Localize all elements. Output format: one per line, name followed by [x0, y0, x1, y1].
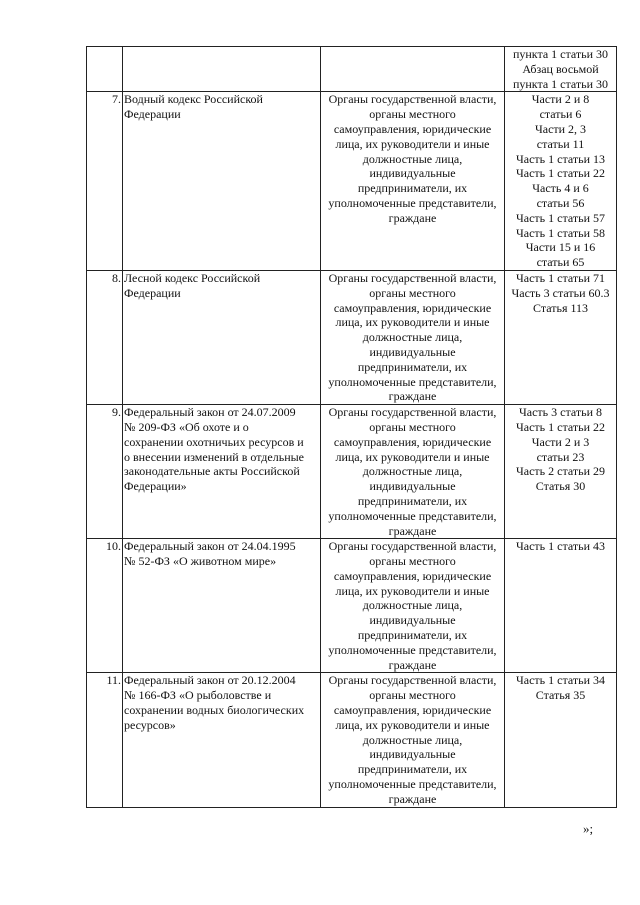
articles-line: Часть 1 статьи 13 [515, 151, 606, 166]
act-name-line: Лесной кодекс Российской [124, 270, 261, 285]
subjects-line: самоуправления, юридические [333, 703, 492, 718]
subjects-line: уполномоченные представители, [328, 195, 497, 210]
subjects-line: Органы государственной власти, [328, 405, 497, 420]
articles-line: статьи 6 [539, 107, 582, 122]
table-row [87, 405, 617, 539]
act-name-line: № 166-ФЗ «О рыболовстве и [124, 688, 272, 703]
act-name-line: Водный кодекс Российской [124, 92, 263, 107]
subjects-line: уполномоченные представители, [328, 777, 497, 792]
subjects-line: самоуправления, юридические [333, 121, 492, 136]
articles-line: Статья 113 [532, 300, 589, 315]
subjects-line: органы местного [369, 107, 456, 122]
subjects-line: Органы государственной власти, [328, 539, 497, 554]
articles-line: Часть 1 статьи 22 [515, 419, 606, 434]
articles-line: Часть 3 статьи 60.3 [511, 285, 610, 300]
articles-cell [505, 270, 617, 404]
articles-line: Части 2 и 3 [531, 434, 590, 449]
row-number: 8. [87, 270, 123, 404]
articles-line: Часть 2 статьи 29 [515, 464, 606, 479]
articles-cell [505, 539, 617, 673]
subjects-line: должностные лица, [362, 330, 463, 345]
subjects-line: индивидуальные [369, 344, 456, 359]
articles-line: Часть 3 статьи 8 [518, 405, 603, 420]
subjects-line: органы местного [369, 554, 456, 569]
subjects-line: индивидуальные [369, 479, 456, 494]
subjects-line: должностные лица, [362, 151, 463, 166]
act-name-line: № 209-ФЗ «Об охоте и о [124, 419, 249, 434]
subjects-line: предприниматели, их [357, 493, 468, 508]
subjects-cell [321, 47, 505, 92]
articles-cell [505, 92, 617, 271]
articles-line: Часть 1 статьи 58 [515, 225, 606, 240]
articles-line: статьи 23 [536, 449, 585, 464]
subjects-line: Органы государственной власти, [328, 270, 497, 285]
articles-line: Абзац восьмой [522, 61, 599, 76]
act-name-cell [123, 92, 321, 271]
table-body [87, 47, 617, 808]
subjects-line: предприниматели, их [357, 359, 468, 374]
subjects-line: граждане [388, 210, 437, 225]
subjects-line: самоуправления, юридические [333, 568, 492, 583]
articles-cell [505, 47, 617, 92]
articles-line: Части 2 и 8 [531, 92, 590, 107]
act-name-cell [123, 673, 321, 807]
articles-line: Статья 30 [535, 479, 586, 494]
row-number [87, 47, 123, 92]
act-name-cell [123, 405, 321, 539]
subjects-line: лица, их руководители и иные [335, 583, 490, 598]
articles-line: Часть 1 статьи 71 [515, 270, 606, 285]
subjects-cell [321, 270, 505, 404]
articles-line: Часть 1 статьи 43 [515, 539, 606, 554]
articles-line: Части 2, 3 [534, 121, 587, 136]
act-name-line: Федеральный закон от 20.12.2004 [124, 673, 296, 688]
subjects-line: должностные лица, [362, 598, 463, 613]
subjects-cell [321, 673, 505, 807]
subjects-line: граждане [388, 523, 437, 538]
subjects-line: граждане [388, 791, 437, 806]
subjects-line: граждане [388, 389, 437, 404]
subjects-line: самоуправления, юридические [333, 434, 492, 449]
subjects-cell [321, 405, 505, 539]
row-number: 7. [87, 92, 123, 271]
act-name-line: сохранении водных биологических [124, 703, 305, 718]
subjects-line: должностные лица, [362, 732, 463, 747]
subjects-line: органы местного [369, 285, 456, 300]
table-row [87, 47, 617, 92]
subjects-cell [321, 92, 505, 271]
table-row [87, 270, 617, 404]
subjects-line: индивидуальные [369, 166, 456, 181]
subjects-line: Органы государственной власти, [328, 673, 497, 688]
act-name-line: Федеральный закон от 24.04.1995 [124, 539, 296, 554]
act-name-line: Федерации [124, 107, 181, 122]
articles-line: Часть 1 статьи 57 [515, 210, 606, 225]
table-row [87, 92, 617, 271]
articles-cell [505, 405, 617, 539]
subjects-line: лица, их руководители и иные [335, 136, 490, 151]
act-name-cell [123, 270, 321, 404]
articles-line: Часть 1 статьи 22 [515, 166, 606, 181]
subjects-line: органы местного [369, 688, 456, 703]
row-number: 10. [87, 539, 123, 673]
legal-acts-table [86, 46, 617, 808]
articles-line: Статья 35 [535, 688, 586, 703]
articles-line: статьи 56 [536, 195, 585, 210]
subjects-line: индивидуальные [369, 747, 456, 762]
act-name-line: ресурсов» [124, 717, 176, 732]
act-name-line: Федеральный закон от 24.07.2009 [124, 405, 296, 420]
act-name-line: о внесении изменений в отдельные [124, 449, 304, 464]
act-name-cell [123, 539, 321, 673]
subjects-line: самоуправления, юридические [333, 300, 492, 315]
act-name-line: сохранении охотничьих ресурсов и [124, 434, 304, 449]
articles-line: Часть 4 и 6 [532, 181, 589, 196]
subjects-line: индивидуальные [369, 613, 456, 628]
subjects-line: уполномоченные представители, [328, 374, 497, 389]
act-name-line: № 52-ФЗ «О животном мире» [124, 554, 277, 569]
subjects-line: лица, их руководители и иные [335, 449, 490, 464]
subjects-line: органы местного [369, 419, 456, 434]
subjects-line: лица, их руководители и иные [335, 717, 490, 732]
subjects-line: лица, их руководители и иные [335, 315, 490, 330]
subjects-line: предприниматели, их [357, 181, 468, 196]
subjects-line: граждане [388, 657, 437, 672]
articles-cell [505, 673, 617, 807]
subjects-line: уполномоченные представители, [328, 642, 497, 657]
act-name-cell [123, 47, 321, 92]
articles-line: пункта 1 статьи 30 [512, 47, 609, 61]
closing-quote: »; [583, 821, 594, 836]
articles-line: Части 15 и 16 [525, 240, 596, 255]
table-row [87, 539, 617, 673]
subjects-cell [321, 539, 505, 673]
articles-line: статьи 11 [536, 136, 585, 151]
act-name-line: законодательные акты Российской [124, 464, 300, 479]
articles-line: статьи 65 [536, 255, 585, 270]
row-number: 11. [87, 673, 123, 807]
subjects-line: уполномоченные представители, [328, 508, 497, 523]
act-name-line: Федерации» [124, 479, 187, 494]
subjects-line: предприниматели, их [357, 762, 468, 777]
row-number: 9. [87, 405, 123, 539]
articles-line: пункта 1 статьи 30 [512, 76, 609, 91]
subjects-line: Органы государственной власти, [328, 92, 497, 107]
subjects-line: предприниматели, их [357, 628, 468, 643]
act-name-line: Федерации [124, 285, 181, 300]
table-row [87, 673, 617, 807]
articles-line: Часть 1 статьи 34 [515, 673, 606, 688]
subjects-line: должностные лица, [362, 464, 463, 479]
